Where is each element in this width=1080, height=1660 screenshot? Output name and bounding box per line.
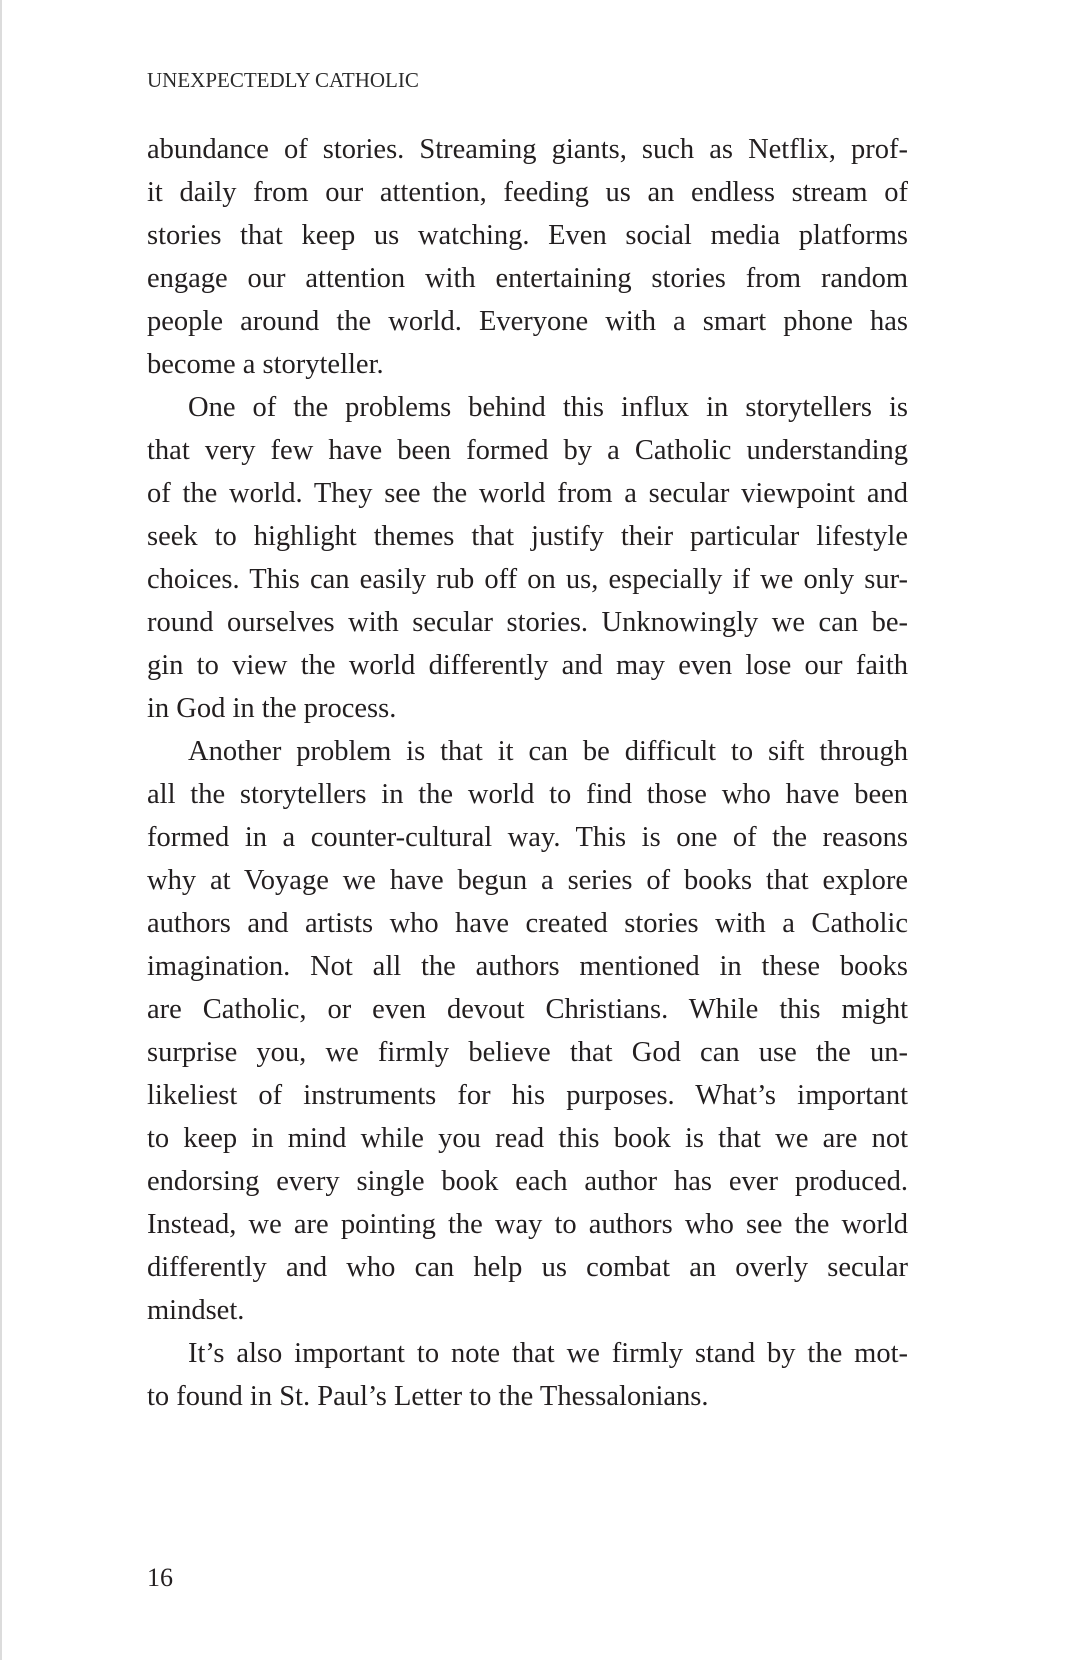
text-line: that very few have been formed by a Catholic understanding	[147, 435, 908, 466]
text-line: seek to highlight themes that justify their particular lifestyle	[147, 521, 908, 552]
text-line: in God in the process.	[147, 693, 397, 724]
text-line: engage our attention with entertaining stories from random	[147, 263, 908, 294]
page-edge-border	[0, 0, 2, 1660]
text-line: are Catholic, or even devout Christians. While this might	[147, 994, 908, 1025]
body-text	[147, 128, 908, 1418]
text-line: It’s also important to note that we firmly stand by the mot-	[188, 1338, 908, 1369]
text-line: why at Voyage we have begun a series of books that explore	[147, 865, 908, 896]
text-line: choices. This can easily rub off on us, especially if we only sur-	[147, 564, 908, 595]
page-number: 16	[147, 1563, 173, 1592]
paragraph-4	[147, 1332, 908, 1418]
text-line: differently and who can help us combat an overly secular	[147, 1252, 908, 1283]
text-line: round ourselves with secular stories. Unknowingly we can be-	[147, 607, 908, 638]
paragraph-1	[147, 128, 908, 386]
text-line: abundance of stories. Streaming giants, such as Netflix, prof-	[147, 134, 908, 165]
text-line: it daily from our attention, feeding us an endless stream of	[147, 177, 908, 208]
text-line: mindset.	[147, 1295, 245, 1326]
text-line: of the world. They see the world from a secular viewpoint and	[147, 478, 908, 509]
text-line: likeliest of instruments for his purposes. What’s important	[147, 1080, 908, 1111]
text-line: Instead, we are pointing the way to authors who see the world	[147, 1209, 908, 1240]
text-line: stories that keep us watching. Even social media platforms	[147, 220, 908, 251]
text-line: people around the world. Everyone with a smart phone has	[147, 306, 908, 337]
text-line: imagination. Not all the authors mentioned in these books	[147, 951, 908, 982]
text-line: to keep in mind while you read this book is that we are not	[147, 1123, 908, 1154]
running-head: UNEXPECTEDLY CATHOLIC	[147, 68, 419, 92]
text-line: to found in St. Paul’s Letter to the Thessalonians.	[147, 1381, 709, 1412]
text-line: One of the problems behind this influx in storytellers is	[188, 392, 908, 423]
text-line: become a storyteller.	[147, 349, 384, 380]
text-line: endorsing every single book each author has ever produced.	[147, 1166, 908, 1197]
text-line: Another problem is that it can be difficult to sift through	[188, 736, 908, 767]
text-line: gin to view the world differently and may even lose our faith	[147, 650, 908, 681]
text-line: authors and artists who have created stories with a Catholic	[147, 908, 908, 939]
text-line: all the storytellers in the world to find those who have been	[147, 779, 908, 810]
text-line: surprise you, we firmly believe that God can use the un-	[147, 1037, 908, 1068]
paragraph-3	[147, 730, 908, 1332]
text-line: formed in a counter-cultural way. This is one of the reasons	[147, 822, 908, 853]
paragraph-2	[147, 386, 908, 730]
